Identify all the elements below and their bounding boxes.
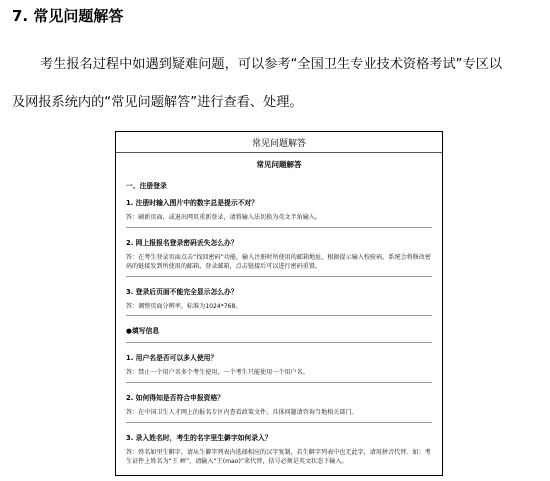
divider <box>126 342 432 343</box>
divider <box>126 276 432 277</box>
faq-answer: 答：在中国卫生人才网上的报名专区内查看政策文件，具体问题请咨询当地相关部门。 <box>126 408 358 416</box>
faq-question: 3. 登录后页面不能完全显示怎么办？ <box>126 287 238 296</box>
faq-answer: 答：姓名如里生僻字，请从生僻字列表内选择相应的汉字复制，若生僻字列表中也无此字，请用拼音代替。如：考生证件上姓名为“王 㟉”，请输入“王(mao)”来代替，括号必须是英文状态下输入。 <box>126 448 431 466</box>
intro-paragraph-line-2: 及网报系统内的“常见问题解答”进行查看、处理。 <box>12 95 303 110</box>
intro-paragraph-line-1: 考生报名过程中如遇到疑难问题，可以参考“全国卫生专业技术资格考试”专区以 <box>40 57 503 72</box>
faq-question: 2. 网上报报名登录密码丢失怎么办？ <box>126 238 238 247</box>
section-heading: 7. 常见问题解答 <box>12 7 124 25</box>
doc-title: 常见问题解答 <box>256 160 302 169</box>
divider <box>126 422 432 423</box>
faq-question: 1. 注册时输入图片中的数字总是提示不对？ <box>126 199 259 207</box>
section-title-fill-info: ●填写信息 <box>126 327 160 336</box>
faq-answer: 答：在考生登录页面点击“找回密码”功能，输入注册时所使用的邮箱地址，根据提示输入校验码，系统会将修改密码的链接发到所使用的邮箱，登录邮箱，点击链接后可以进行密码重置。 <box>126 253 431 271</box>
section-title-registration: 一、注册登录 <box>126 182 167 190</box>
divider <box>126 315 432 316</box>
faq-question: 3. 录入姓名时，考生的名字里生僻字如何录入？ <box>126 433 272 442</box>
faq-document-image <box>115 131 443 476</box>
faq-answer: 答：刷新页面，或退出网页重新登录，请将输入法切换为英文半角输入。 <box>126 214 321 221</box>
faq-answer: 答：调整页面分辨率，标准为1024*768。 <box>126 302 242 310</box>
divider <box>126 227 432 228</box>
doc-header: 常见问题解答 <box>116 136 442 153</box>
faq-question: 2. 如何得知是否符合申报资格？ <box>126 393 225 402</box>
faq-answer: 答：禁止一个用户名多个考生使用，一个考生只能使用一个用户名。 <box>126 369 309 377</box>
faq-question: 1. 用户名是否可以多人使用？ <box>126 354 218 363</box>
divider <box>126 382 432 383</box>
